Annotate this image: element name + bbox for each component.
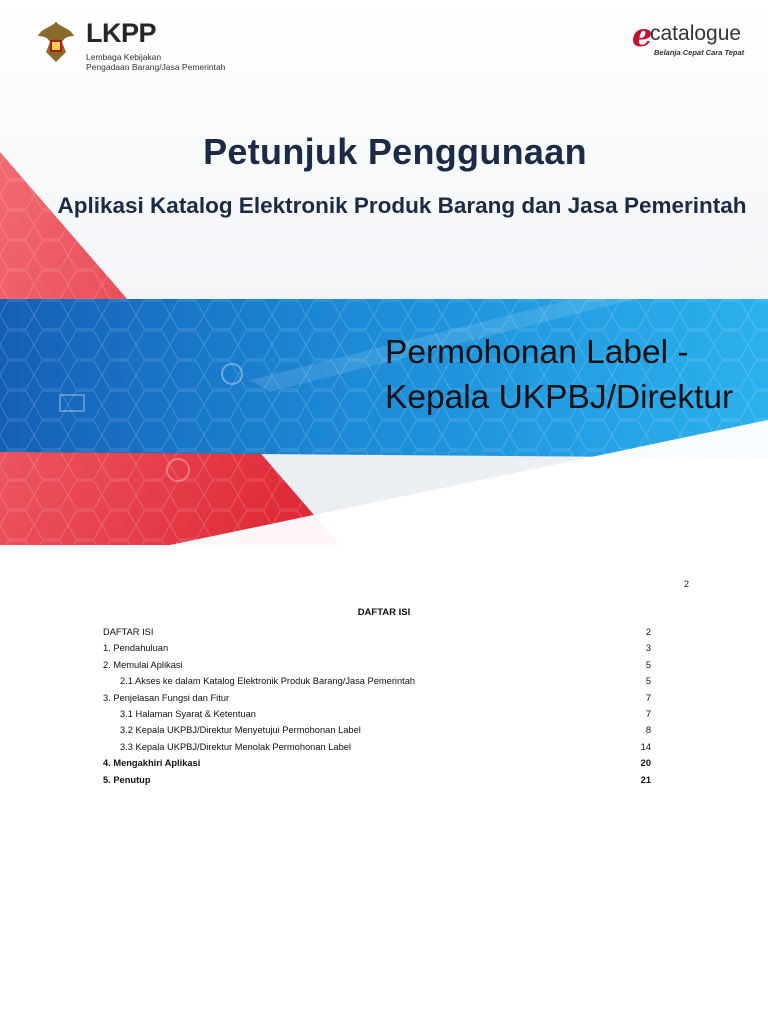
toc-entry[interactable]: [103, 624, 651, 640]
toc-entry[interactable]: [103, 706, 651, 722]
toc-entry-label: 2. Memulai Aplikasi: [103, 659, 183, 670]
toc-entry[interactable]: [103, 673, 651, 689]
toc-entry-page: 2: [645, 627, 651, 637]
toc-entry-label: 4. Mengakhiri Aplikasi: [103, 758, 201, 769]
toc-entry-page: 21: [640, 774, 651, 785]
toc-entry-label: 3.3 Kepala UKPBJ/Direktur Menolak Permohonan Label: [120, 741, 352, 752]
toc-entry[interactable]: [103, 640, 651, 656]
toc-entry-page: 7: [645, 692, 651, 703]
toc-entry-page: 5: [645, 659, 651, 670]
ecatalogue-tagline: Belanja Cepat Cara Tepat: [654, 48, 745, 57]
toc-entry-page: 20: [640, 758, 651, 769]
toc-entry[interactable]: [103, 722, 651, 738]
cover-label-title: [385, 330, 733, 420]
cover-label-line-1: Permohonan Label -: [385, 334, 689, 371]
toc-entry-page: 3: [645, 643, 651, 654]
cover-label-line-2: Kepala UKPBJ/Direktur: [385, 379, 734, 416]
ecatalogue-logo: [632, 18, 752, 58]
org-line-2: Pengadaan Barang/Jasa Pemerintah: [86, 62, 226, 72]
toc-entry-page: 7: [645, 708, 651, 719]
toc-entry-label: 3.1 Halaman Syarat & Ketentuan: [120, 708, 256, 719]
org-name: LKPP: [86, 18, 157, 48]
ecatalogue-wordmark: catalogue: [650, 22, 742, 45]
garuda-emblem-icon: [36, 18, 76, 66]
toc-entry[interactable]: [103, 739, 651, 755]
toc-entry-page: 14: [640, 741, 651, 752]
toc-entry-label: 3. Penjelasan Fungsi dan Fitur: [103, 692, 230, 703]
toc-entry-page: 8: [645, 725, 651, 736]
toc-entry[interactable]: [103, 690, 651, 706]
table-of-contents: [103, 624, 651, 788]
toc-entry-label: DAFTAR ISI: [103, 627, 154, 637]
org-line-1: Lembaga Kebijakan: [86, 52, 162, 62]
ecatalogue-e-mark: e: [632, 16, 653, 54]
toc-entry[interactable]: [103, 755, 651, 771]
toc-entry-label: 1. Pendahuluan: [103, 643, 169, 654]
toc-entry-label: 2.1 Akses ke dalam Katalog Elektronik Produk Barang/Jasa Pemerintah: [120, 676, 416, 687]
toc-heading: DAFTAR ISI: [357, 607, 411, 618]
toc-entry-label: 5. Penutup: [103, 774, 151, 785]
toc-entry[interactable]: [103, 657, 651, 673]
toc-entry-label: 3.2 Kepala UKPBJ/Direktur Menyetujui Permohonan Label: [120, 725, 361, 736]
page-number: 2: [684, 579, 690, 589]
cover-subtitle: Aplikasi Katalog Elektronik Produk Barang dan Jasa Pemerintah: [57, 193, 747, 218]
cover-title: Petunjuk Penggunaan: [203, 131, 587, 172]
lkpp-logo: [36, 14, 226, 70]
toc-entry-page: 5: [645, 676, 651, 687]
toc-entry[interactable]: [103, 772, 651, 788]
